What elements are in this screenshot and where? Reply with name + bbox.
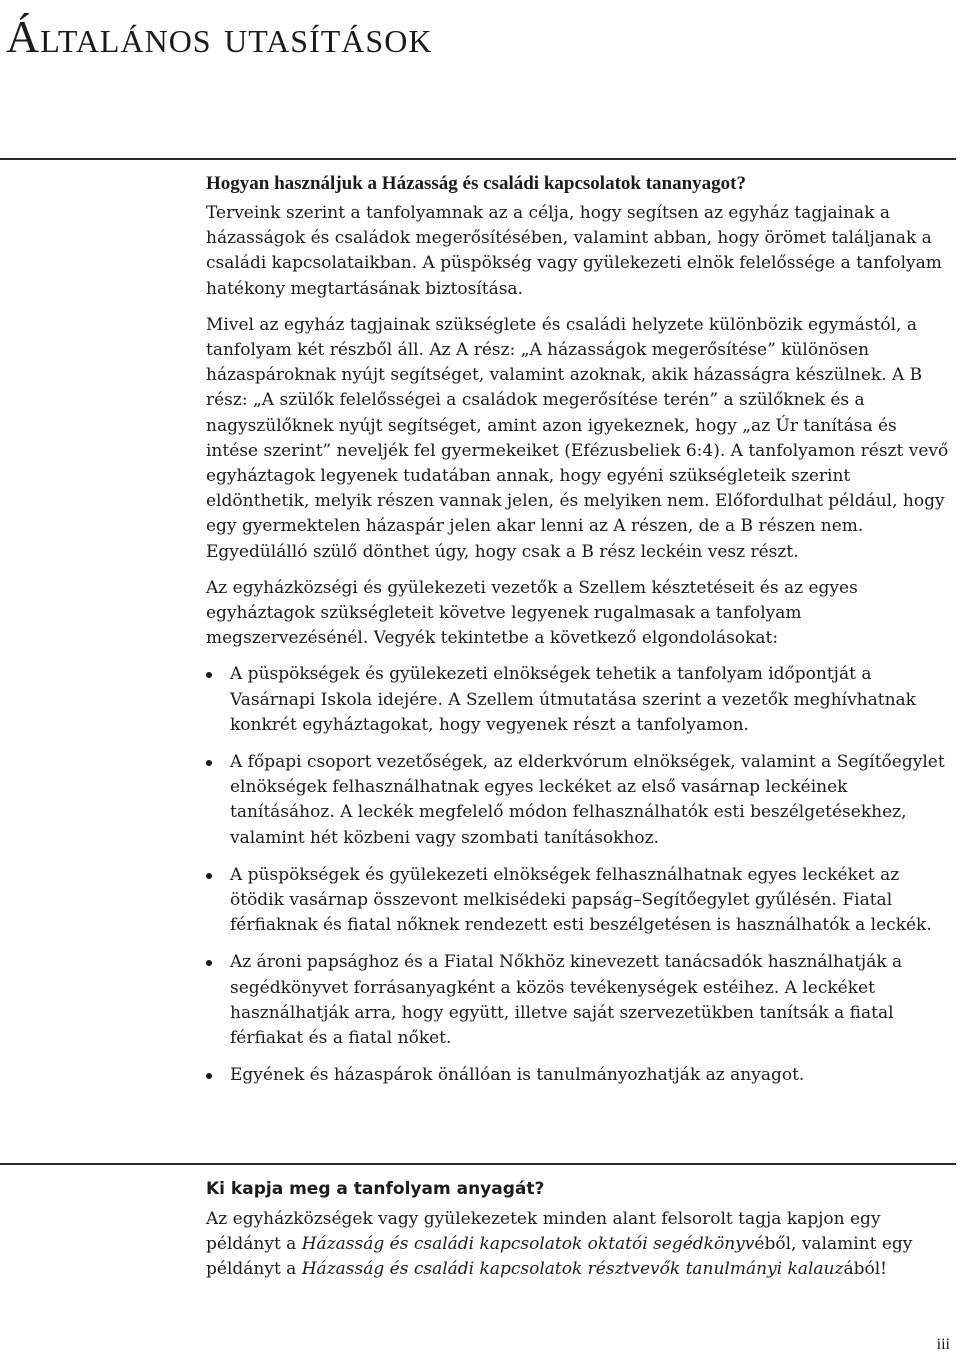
list-item <box>206 950 954 1051</box>
list-item <box>206 863 954 939</box>
list-item-text: A főpapi csoport vezetőségek, az elderkvórum elnökségek, valamint a Segítőegylet elnökségek felhasználhatnak egyes leckéket az első vasárnap leckéinek tanításához. A leckék megfelelő módon felhasználhatók esti beszélgetésekhez, valamint hét közbeni vagy szombati tanításokhoz. <box>230 752 945 848</box>
list-item-text: Egyének és házaspárok önállóan is tanulmányozhatják az anyagot. <box>230 1065 805 1086</box>
section-how-to-use <box>206 171 954 1101</box>
section-heading-who-receives: Ki kapja meg a tanfolyam anyagát? <box>206 1179 545 1199</box>
page-title: Általános utasítások <box>6 11 433 62</box>
paragraph-flexibility: Az egyházközségi és gyülekezeti vezetők a Szellem késztetéseit és az egyes egyháztagok szükségleteit követve legyenek rugalmasak a tanfolyam megszervezésénél. Vegyék tekintetbe a következő elgondolásokat: <box>206 577 858 649</box>
section-heading-how-to-use: Hogyan használjuk a Házasság és családi kapcsolatok tananyagot? <box>206 173 746 194</box>
list-item <box>206 750 954 851</box>
teacher-manual-title: Házasság és családi kapcsolatok oktatói segédkönyv <box>301 1234 755 1255</box>
bullet-icon <box>206 760 212 766</box>
study-guide-title: Házasság és családi kapcsolatok résztvevők tanulmányi kalauz <box>301 1259 844 1280</box>
section-divider-top <box>0 158 956 160</box>
list-item <box>206 1063 954 1088</box>
page-number: iii <box>936 1336 950 1353</box>
section-who-receives <box>206 1177 954 1294</box>
bullet-icon <box>206 672 212 678</box>
paragraph-purpose: Terveink szerint a tanfolyamnak az a célja, hogy segítsen az egyház tagjainak a házasságok és családok megerősítésében, valamint abban, hogy örömet találjanak a családi kapcsolataikban. A püspökség vagy gyülekezeti elnök felelőssége a tanfolyam hatékony megtartásának biztosítása. <box>206 203 942 299</box>
paragraph-materials <box>206 1207 954 1283</box>
paragraph-course-parts: Mivel az egyház tagjainak szükséglete és családi helyzete különbözik egymástól, a tanfolyam két részből áll. Az A rész: „A házasságok megerősítése” különösen házaspároknak nyújt segítséget, valamint azoknak, akik házasságra készülnek. A B rész: „A szülők felelősségei a családok megerősítése terén” a szülőknek és a nagyszülőknek nyújt segítséget, amint azon igyekeznek, hogy „az Úr tanítása és intése szerint” neveljék fel gyermekeiket (Efézusbeliek 6:4). A tanfolyamon részt vevő egyháztagok legyenek tudatában annak, hogy egyéni szükségleteik szerint eldönthetik, melyik részen vannak jelen, és melyiken nem. Előfordulhat például, hogy egy gyermektelen házaspár jelen akar lenni az A részen, de a B részen nem. Egyedülálló szülő dönthet úgy, hogy csak a B rész leckéin vesz részt. <box>206 314 949 562</box>
list-item-text: A püspökségek és gyülekezeti elnökségek tehetik a tanfolyam időpontját a Vasárnapi Iskola idejére. A Szellem útmutatása szerint a vezetők meghívhatnak konkrét egyháztagokat, hogy vegyenek részt a tanfolyamon. <box>230 664 916 735</box>
materials-text-middle: éből, valamint egy példányt a <box>206 1234 913 1280</box>
bullet-icon <box>206 960 212 966</box>
suggestions-list <box>206 662 954 1088</box>
materials-text-end: ából! <box>843 1259 887 1280</box>
section-divider-bottom <box>0 1163 956 1165</box>
list-item-text: Az ároni papsághoz és a Fiatal Nőkhöz kinevezett tanácsadók használhatják a segédkönyvet forrásanyagként a közös tevékenységek estéihez. A leckéket használhatják arra, hogy együtt, illetve saját szervezetükben tanítsák a fiatal férfiakat és a fiatal nőket. <box>230 952 903 1049</box>
materials-text-start: Az egyházközségek vagy gyülekezetek minden alant felsorolt tagja kapjon egy példányt a <box>206 1209 881 1255</box>
bullet-icon <box>206 1073 212 1079</box>
list-item <box>206 662 954 738</box>
bullet-icon <box>206 873 212 879</box>
list-item-text: A püspökségek és gyülekezeti elnökségek felhasználhatnak egyes leckéket az ötödik vasárnap összevont melkisédeki papság–Segítőegylet gyűlésén. Fiatal férfiaknak és fiatal nőknek rendezett esti beszélgetésen is használhatók a leckék. <box>230 864 932 936</box>
